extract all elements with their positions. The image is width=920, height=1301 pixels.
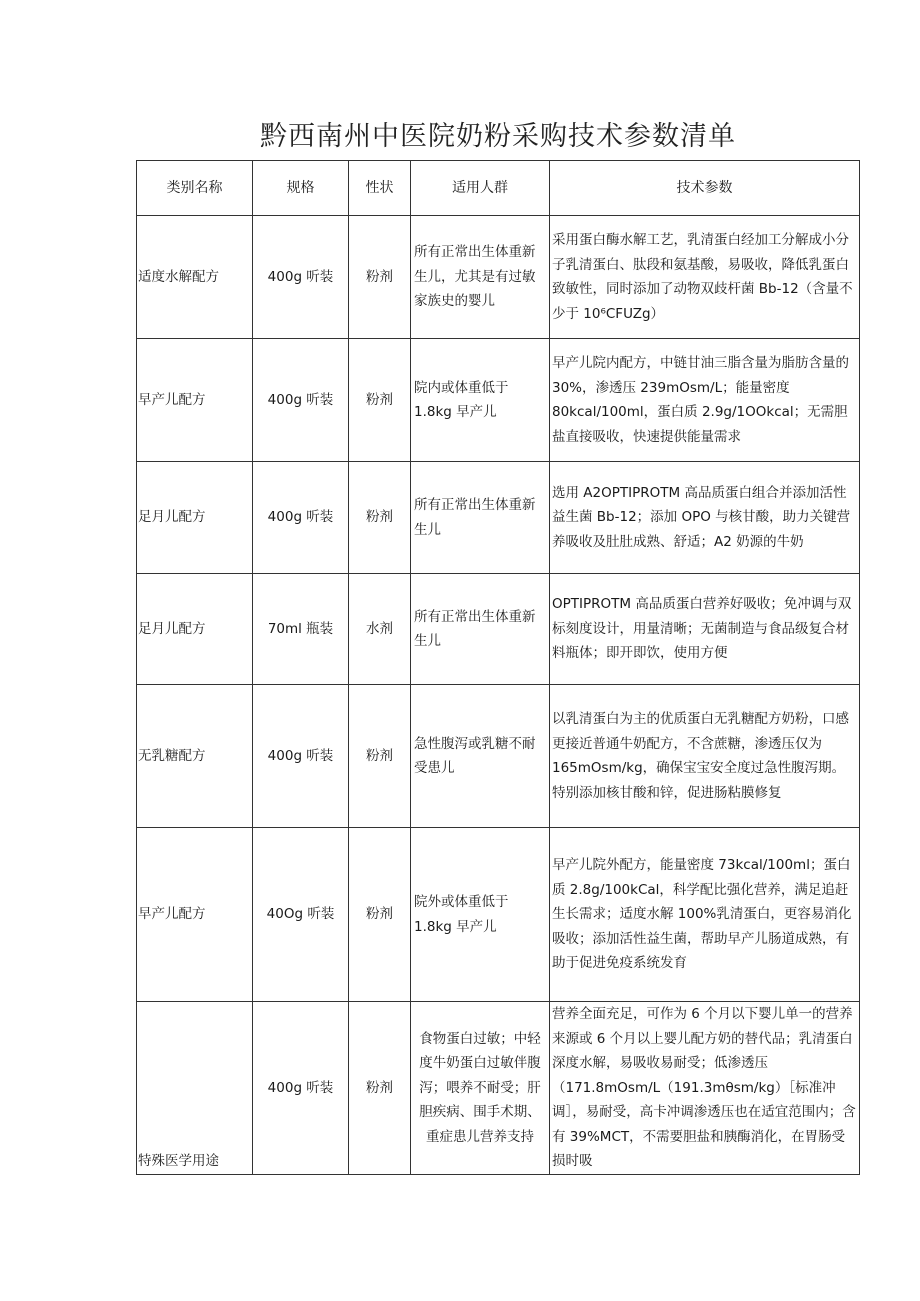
cell-category: 足月儿配方 xyxy=(137,574,253,685)
cell-form: 粉剂 xyxy=(349,216,411,339)
cell-population: 食物蛋白过敏；中轻度牛奶蛋白过敏伴腹泻；喂养不耐受；肝胆疾病、围手术期、重症患儿营养支持 xyxy=(411,1002,550,1175)
cell-spec: 400g 听装 xyxy=(253,685,349,828)
cell-form: 粉剂 xyxy=(349,462,411,574)
cell-population: 院外或体重低于 1.8kg 早产儿 xyxy=(411,828,550,1002)
cell-category: 特殊医学用途 xyxy=(137,1002,253,1175)
table-row xyxy=(137,574,860,685)
cell-category: 早产儿配方 xyxy=(137,828,253,1002)
cell-spec: 70ml 瓶装 xyxy=(253,574,349,685)
cell-category: 早产儿配方 xyxy=(137,339,253,462)
cell-spec: 400g 听装 xyxy=(253,462,349,574)
cell-params: 以乳清蛋白为主的优质蛋白无乳糖配方奶粉，口感更接近普通牛奶配方，不含蔗糖，渗透压仅为 165mOsm/kg，确保宝宝安全度过急性腹泻期。特别添加核甘酸和锌，促进肠粘膜修复 xyxy=(550,685,860,828)
header-params: 技术参数 xyxy=(550,161,860,216)
cell-spec: 400g 听装 xyxy=(253,339,349,462)
header-spec: 规格 xyxy=(253,161,349,216)
cell-params: 早产儿院外配方，能量密度 73kcal/100ml；蛋白质 2.8g/100kCal，科学配比强化营养，满足追赶生长需求；适度水解 100%乳清蛋白，更容易消化吸收；添加活性益生菌，帮助早产儿肠道成熟，有助于促进免疫系统发育 xyxy=(550,828,860,1002)
table-row xyxy=(137,685,860,828)
cell-form: 粉剂 xyxy=(349,828,411,1002)
cell-spec: 400g 听装 xyxy=(253,1002,349,1175)
cell-population: 急性腹泻或乳糖不耐受患儿 xyxy=(411,685,550,828)
header-form: 性状 xyxy=(349,161,411,216)
table-header-row xyxy=(137,161,860,216)
table-row xyxy=(137,216,860,339)
table-row xyxy=(137,1002,860,1175)
cell-form: 粉剂 xyxy=(349,1002,411,1175)
table-row xyxy=(137,462,860,574)
page-title: 黔西南州中医院奶粉采购技术参数清单 xyxy=(260,121,736,152)
table-row xyxy=(137,828,860,1002)
cell-form: 粉剂 xyxy=(349,685,411,828)
cell-category: 适度水解配方 xyxy=(137,216,253,339)
cell-params: 早产儿院内配方，中链甘油三脂含量为脂肪含量的 30%，渗透压 239mOsm/L；能量密度 80kcal/100ml，蛋白质 2.9g/1OOkcal；无需胆盐直接吸收，快速提供能量需求 xyxy=(550,339,860,462)
cell-params: OPTIPROTM 高品质蛋白营养好吸收；免冲调与双标刻度设计，用量清晰；无菌制造与食品级复合材料瓶体；即开即饮，使用方便 xyxy=(550,574,860,685)
cell-spec: 40Og 听装 xyxy=(253,828,349,1002)
cell-params: 选用 A2OPTIPROTM 高品质蛋白组合并添加活性益生菌 Bb-12；添加 OPO 与核甘酸，助力关键营养吸收及肚肚成熟、舒适；A2 奶源的牛奶 xyxy=(550,462,860,574)
cell-form: 粉剂 xyxy=(349,339,411,462)
cell-population: 院内或体重低于 1.8kg 早产儿 xyxy=(411,339,550,462)
cell-params: 营养全面充足，可作为 6 个月以下婴儿单一的营养来源或 6 个月以上婴儿配方奶的替代品；乳清蛋白深度水解，易吸收易耐受；低渗透压（171.8mOsm/L（191.3mθsm/kg）［标准冲调］，易耐受，高卡冲调渗透压也在适宜范围内；含有 39%MCT，不需要胆盐和胰酶消化，在胃肠受损时吸 xyxy=(550,1002,860,1175)
cell-population: 所有正常出生体重新生儿 xyxy=(411,462,550,574)
cell-population: 所有正常出生体重新生儿，尤其是有过敏家族史的婴儿 xyxy=(411,216,550,339)
header-population: 适用人群 xyxy=(411,161,550,216)
cell-category: 无乳糖配方 xyxy=(137,685,253,828)
cell-spec: 400g 听装 xyxy=(253,216,349,339)
cell-params: 采用蛋白酶水解工艺，乳清蛋白经加工分解成小分子乳清蛋白、肽段和氨基酸，易吸收，降低乳蛋白致敏性，同时添加了动物双歧杆菌 Bb-12（含量不少于 10⁶CFUZg） xyxy=(550,216,860,339)
cell-population: 所有正常出生体重新生儿 xyxy=(411,574,550,685)
table-row xyxy=(137,339,860,462)
parameter-table xyxy=(136,160,860,1175)
cell-category: 足月儿配方 xyxy=(137,462,253,574)
header-category: 类别名称 xyxy=(137,161,253,216)
cell-form: 水剂 xyxy=(349,574,411,685)
